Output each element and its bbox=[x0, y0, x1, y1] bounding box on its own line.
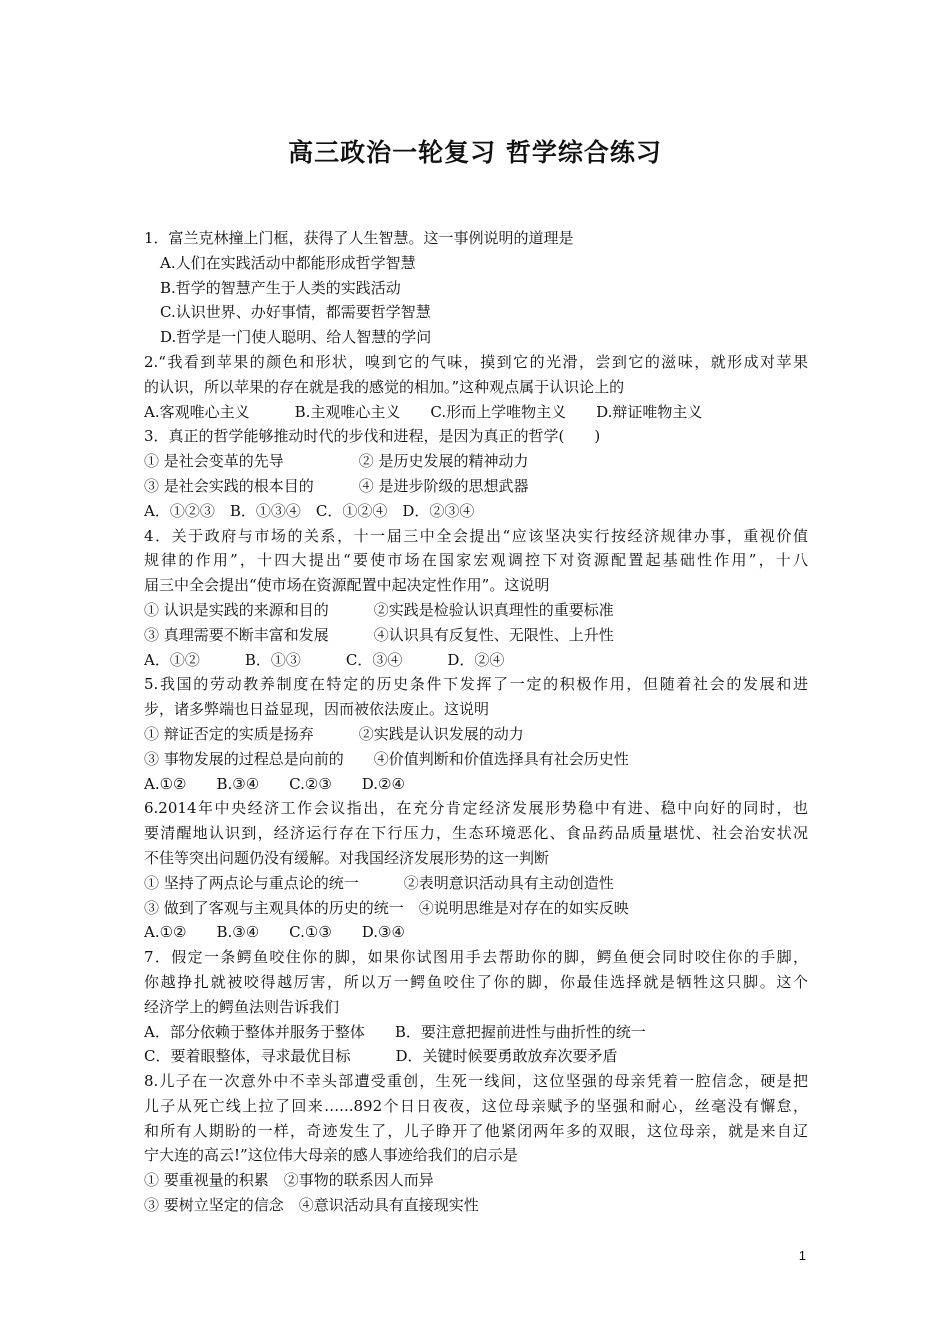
text-line: 你越挣扎就被咬得越厉害，所以万一鳄鱼咬住了你的脚，你最佳选择就是牺牲这只脚。这个 bbox=[144, 972, 808, 991]
text-line: ③ 事物发展的过程总是向前的 ④价值判断和价值选择具有社会历史性 bbox=[144, 749, 629, 768]
text-line: A.客观唯心主义 B.主观唯心主义 C.形而上学唯物主义 D.辩证唯物主义 bbox=[144, 402, 703, 421]
text-line: ① 坚持了两点论与重点论的统一 ②表明意识活动具有主动创造性 bbox=[144, 873, 614, 892]
text-line: 7．假定一条鳄鱼咬住你的脚，如果你试图用手去帮助你的脚，鳄鱼便会同时咬住你的手脚， bbox=[144, 948, 808, 967]
text-line: ① 认识是实践的来源和目的 ②实践是检验认识真理性的重要标准 bbox=[144, 600, 614, 619]
text-line: A.人们在实践活动中都能形成哲学智慧 bbox=[160, 253, 416, 272]
text-line: 不佳等突出问题仍没有缓解。对我国经济发展形势的这一判断 bbox=[144, 848, 550, 867]
text-line: 4．关于政府与市场的关系，十一届三中全会提出“应该坚决实行按经济规律办事，重视价值 bbox=[144, 526, 808, 545]
text-line: ① 辩证否定的实质是扬弃 ②实践是认识发展的动力 bbox=[144, 724, 524, 743]
text-line: C.认识世界、办好事情，都需要哲学智慧 bbox=[160, 303, 431, 322]
text-line: ① 要重视量的积累 ②事物的联系因人而异 bbox=[144, 1171, 434, 1190]
text-line: 和所有人期盼的一样，奇迹发生了，儿子睁开了他紧闭两年多的双眼，这位母亲，就是来自辽 bbox=[144, 1121, 808, 1140]
text-line: A．①②③ B．①③④ C．①②④ D．②③④ bbox=[144, 501, 475, 520]
text-line: 5.我国的劳动教养制度在特定的历史条件下发挥了一定的积极作用，但随着社会的发展和进 bbox=[144, 675, 808, 694]
text-line: 2.“我看到苹果的颜色和形状，嗅到它的气味，摸到它的光滑，尝到它的滋味，就形成对苹果 bbox=[144, 352, 808, 371]
page-number: 1 bbox=[798, 1248, 806, 1263]
text-line: B.哲学的智慧产生于人类的实践活动 bbox=[160, 278, 401, 297]
text-line: ③ 要树立坚定的信念 ④意识活动具有直接现实性 bbox=[144, 1196, 479, 1215]
question-body bbox=[144, 226, 808, 1218]
text-line: 1．富兰克林撞上门框，获得了人生智慧。这一事例说明的道理是 bbox=[144, 229, 574, 247]
text-line: C．要着眼整体，寻求最优目标 D．关键时候要勇敢放弃次要矛盾 bbox=[144, 1047, 618, 1066]
text-line: D.哲学是一门使人聪明、给人智慧的学问 bbox=[160, 328, 432, 347]
text-line: 8.儿子在一次意外中不幸头部遭受重创，生死一线间，这位坚强的母亲凭着一腔信念，硬是把 bbox=[144, 1072, 808, 1091]
text-line: A.①② B.③④ C.②③ D.②④ bbox=[144, 774, 405, 793]
text-line: ③ 做到了客观与主观具体的历史的统一 ④说明思维是对存在的如实反映 bbox=[144, 898, 629, 917]
text-line: ③ 是社会实践的根本目的 ④ 是进步阶级的思想武器 bbox=[144, 476, 529, 495]
text-line: ① 是社会变革的先导 ② 是历史发展的精神动力 bbox=[144, 452, 529, 471]
text-line: A．①② B．①③ C．③④ D．②④ bbox=[144, 650, 505, 669]
text-line: 宁大连的高云!”这位伟大母亲的感人事迹给我们的启示是 bbox=[144, 1146, 518, 1165]
text-line: A．部分依赖于整体并服务于整体 B．要注意把握前进性与曲折性的统一 bbox=[144, 1022, 646, 1041]
text-line: 规律的作用”，十四大提出“要使市场在国家宏观调控下对资源配置起基础性作用”，十八 bbox=[144, 551, 808, 570]
text-line: 要清醒地认识到，经济运行存在下行压力，生态环境恶化、食品药品质量堪忧、社会治安状况 bbox=[144, 824, 808, 843]
text-line: 步，诸多弊端也日益显现，因而被依法废止。这说明 bbox=[144, 700, 490, 719]
text-line: A.①② B.③④ C.①③ D.③④ bbox=[144, 923, 405, 942]
page-title: 高三政治一轮复习 哲学综合练习 bbox=[288, 138, 662, 167]
text-line: ③ 真理需要不断丰富和发展 ④认识具有反复性、无限性、上升性 bbox=[144, 625, 614, 644]
text-line: 儿子从死亡线上拉了回来…...892个日日夜夜，这位母亲赋予的坚强和耐心，丝毫没有懈怠， bbox=[144, 1096, 808, 1115]
text-line: 3．真正的哲学能够推动时代的步伐和进程，是因为真正的哲学( ) bbox=[144, 427, 601, 446]
text-line: 的认识，所以苹果的存在就是我的感觉的相加。”这种观点属于认识论上的 bbox=[144, 377, 625, 396]
text-line: 6.2014年中央经济工作会议指出，在充分肯定经济发展形势稳中有进、稳中向好的同时，也 bbox=[144, 799, 808, 818]
text-line: 经济学上的鳄鱼法则告诉我们 bbox=[144, 997, 340, 1016]
text-line: 届三中全会提出“使市场在资源配置中起决定性作用”。这说明 bbox=[144, 576, 550, 595]
